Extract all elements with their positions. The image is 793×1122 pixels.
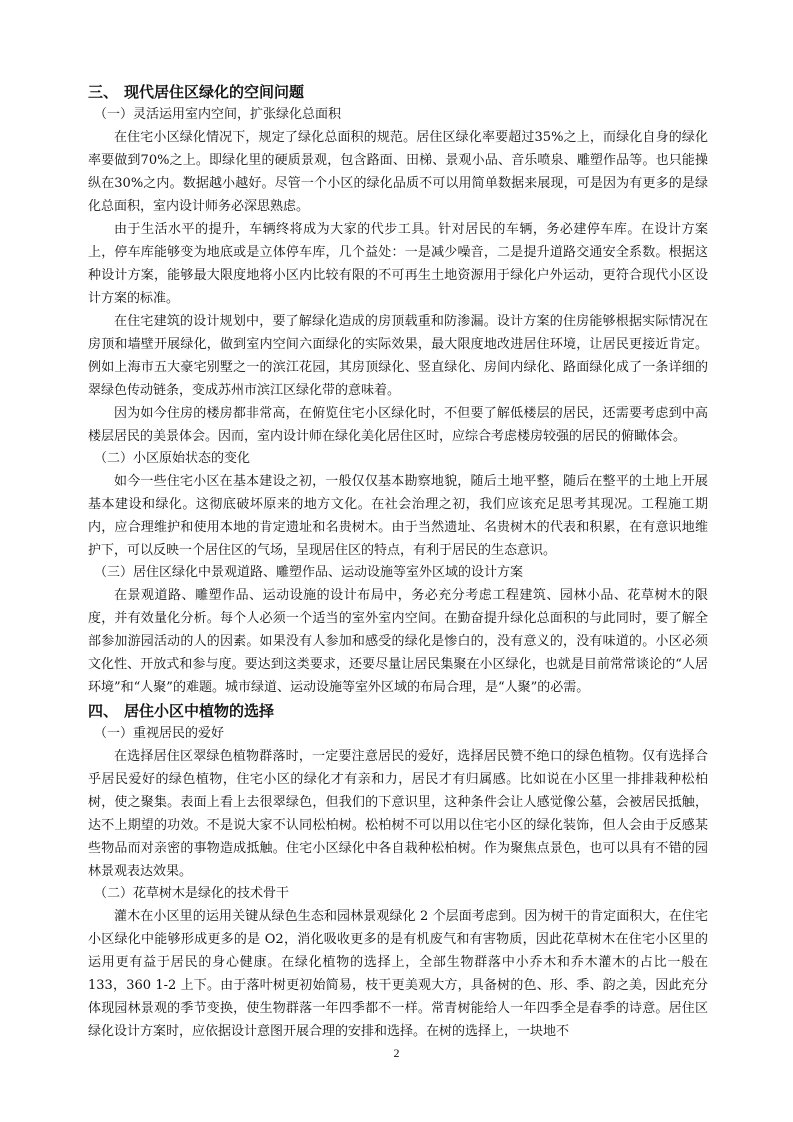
- section-number: 三、: [88, 83, 119, 101]
- section-title: 现代居住区绿化的空间问题: [124, 83, 305, 101]
- paragraph: 在景观道路、雕塑作品、运动设施的设计布局中，务必充分考虑工程建筑、园林小品、花草树木的限度，并有效量化分析。每个人必须一个适当的室外室内空间。在勤奋提升绿化总面积的与此同时，要了解全部参加游园活动的人的因素。如果没有人参加和感受的绿化是惨白的，没有意义的，没有味道的。小区必须文化性、开放式和参与度。要达到这类要求，还要尽量让居民集聚在小区绿化，也就是目前常常谈论的“人居环境”和“人聚”的难题。城市绿道、运动设施等室外区域的布局合理，是“人聚”的必需。: [88, 588, 708, 695]
- section-heading-3: [88, 80, 708, 104]
- section-heading-4: [88, 699, 708, 723]
- subsection-heading: （二）小区原始状态的变化: [94, 451, 251, 466]
- paragraph: 在住宅小区绿化情况下，规定了绿化总面积的规范。居住区绿化率要超过35%之上，而绿化自身的绿化率要做到70%之上。即绿化里的硬质景观，包含路面、田梯、景观小品、音乐喷泉、雕塑作品等。也只能操纵在30%之内。数据越小越好。尽管一个小区的绿化品质不可以用简单数据来展现，可是因为有更多的是绿化总面积，室内设计师务必深思熟虑。: [88, 130, 708, 214]
- paragraph: 如今一些住宅小区在基本建设之初，一般仅仅基本勘察地貌，随后土地平整，随后在整平的土地上开展基本建设和绿化。这彻底破坏原来的地方文化。在社会治理之初，我们应该充足思考其现况。工程施工期内，应合理维护和使用本地的肯定遗址和名贵树木。由于当然遗址、名贵树木的代表和积累，在有意识地维护下，可以反映一个居住区的气场，呈现居住区的特点，有利于居民的生态意识。: [88, 474, 708, 558]
- subsection-heading: （一）重视居民的爱好: [94, 726, 225, 741]
- section-title: 居住小区中植物的选择: [124, 702, 275, 720]
- paragraph: 因为如今住房的楼房都非常高，在俯览住宅小区绿化时，不但要了解低楼层的居民，还需要考虑到中高楼层居民的美景体会。因而，室内设计师在绿化美化居住区时，应综合考虑楼房较强的居民的俯瞰体会。: [88, 406, 708, 444]
- subsection-heading: （一）灵活运用室内空间，扩张绿化总面积: [94, 107, 342, 122]
- paragraph: 在选择居住区翠绿色植物群落时，一定要注意居民的爱好，选择居民赞不绝口的绿色植物。仅有选择合乎居民爱好的绿色植物，住宅小区的绿化才有亲和力，居民才有归属感。比如说在小区里一排排栽种松柏树，使之聚集。表面上看上去很翠绿色，但我们的下意识里，这种条件会让人感觉像公墓，会被居民抵触，达不上期望的功效。不是说大家不认同松柏树。松柏树不可以用以住宅小区的绿化装饰，但人会由于反感某些物品而对亲密的事物造成抵触。住宅小区绿化中各自栽种松柏树。作为聚焦点景色，也可以具有不错的园林景观表达效果。: [88, 749, 708, 879]
- subsection-heading: （三）居住区绿化中景观道路、雕塑作品、运动设施等室外区域的设计方案: [94, 565, 524, 580]
- section-number: 四、: [88, 702, 119, 720]
- page-number: 2: [393, 1046, 400, 1060]
- paragraph: 由于生活水平的提升，车辆终将成为大家的代步工具。针对居民的车辆，务必建停车库。在设计方案上，停车库能够变为地底或是立体停车库，几个益处：一是减少噪音，二是提升道路交通安全系数。根据这种设计方案，能够最大限度地将小区内比较有限的不可再生土地资源用于绿化户外运动，更符合现代小区设计方案的标准。: [88, 222, 708, 306]
- subsection-heading: （二）花草树木是绿化的技术骨干: [94, 886, 290, 901]
- paragraph: 灌木在小区里的运用关键从绿色生态和园林景观绿化 2 个层面考虑到。因为树干的肯定面积大，在住宅小区绿化中能够形成更多的是 O2，消化吸收更多的是有机废气和有害物质，因此花草树木在住宅小区里的运用更有益于居民的身心健康。在绿化植物的选择上，全部生物群落中小乔木和乔木灌木的占比一般在 133，360 1-2 上下。由于落叶树更初始简易，枝干更美观大方，具备树的色、形、季、韵之美，因此充分体现园林景观的季节变换，使生物群落一年四季都不一样。常青树能给人一年四季全是春季的诗意。居住区绿化设计方案时，应依据设计意图开展合理的安排和选择。在树的选择上，一块地不: [88, 909, 708, 1039]
- paragraph: 在住宅建筑的设计规划中，要了解绿化造成的房顶载重和防渗漏。设计方案的住房能够根据实际情况在房顶和墙壁开展绿化，做到室内空间六面绿化的实际效果，最大限度地改进居住环境，让居民更接近肯定。例如上海市五大豪宅别墅之一的滨江花园，其房顶绿化、竖直绿化、房间内绿化、路面绿化成了一条详细的翠绿色传动链条，变成苏州市滨江区绿化带的意味着。: [88, 314, 708, 398]
- page-content: [88, 80, 708, 1043]
